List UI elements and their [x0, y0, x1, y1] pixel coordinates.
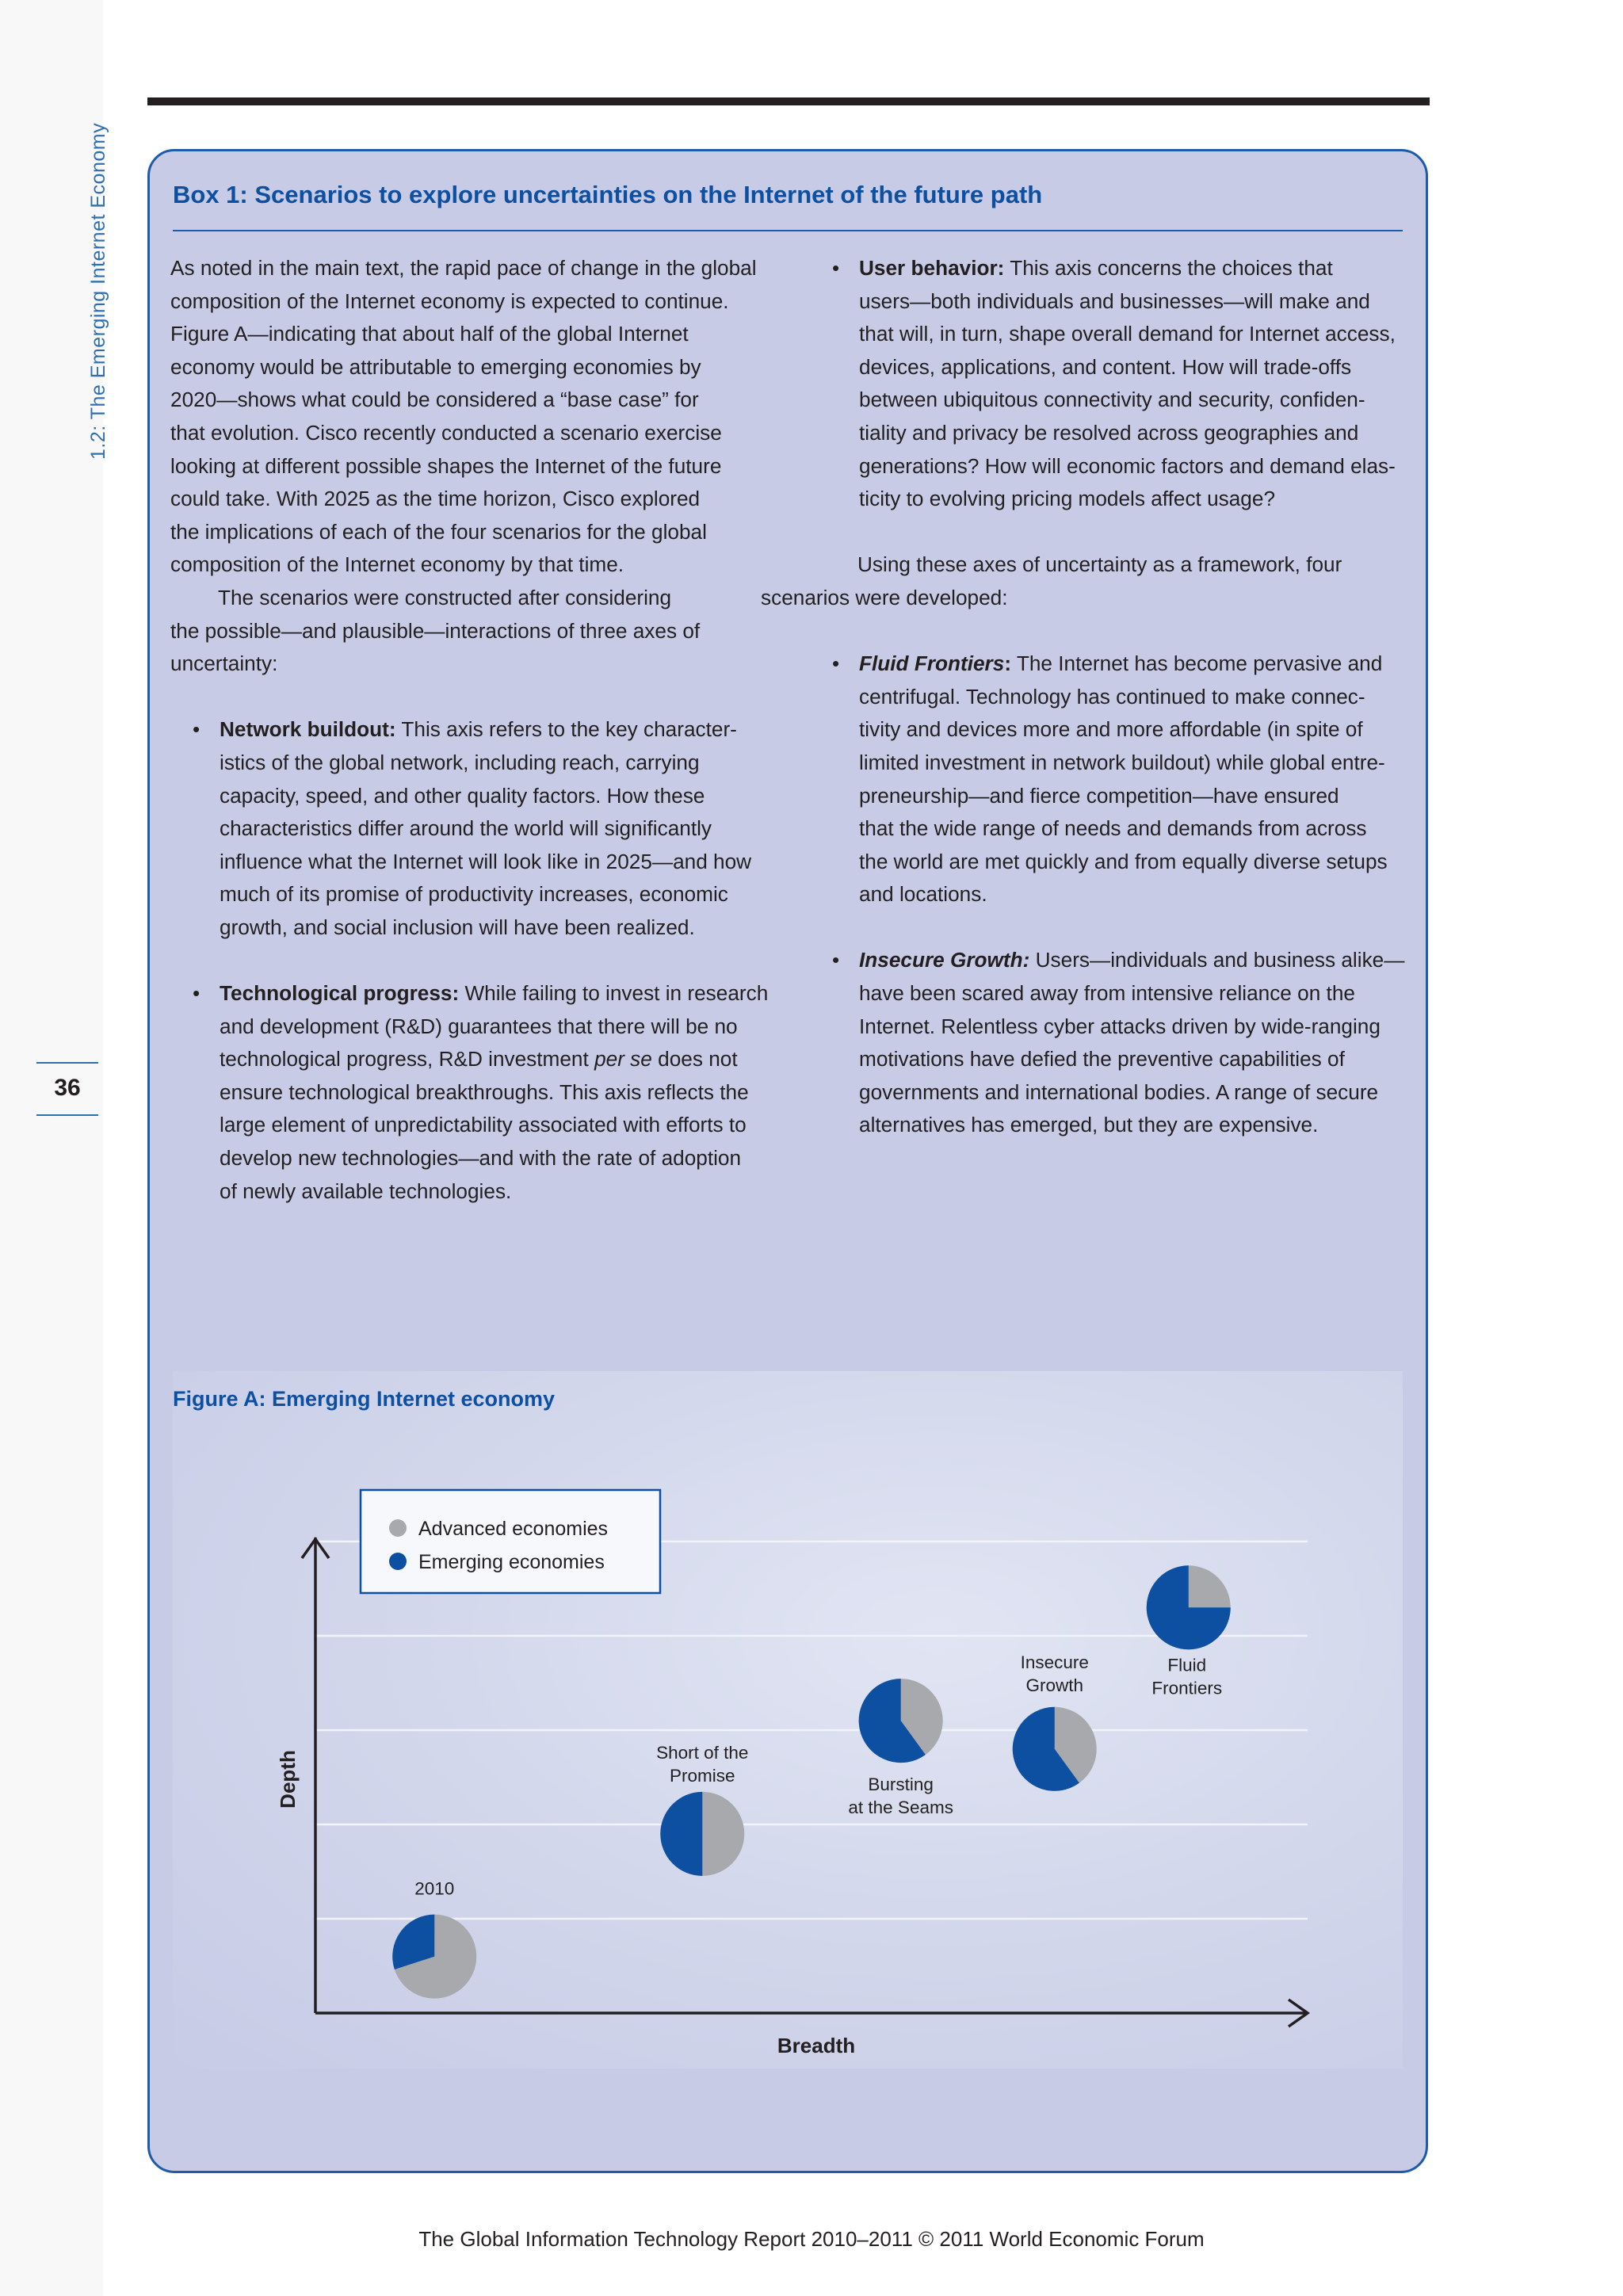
text-line: much of its promise of productivity increases, economic — [220, 882, 728, 907]
legend-swatch — [389, 1553, 407, 1570]
data-label: Growth — [1025, 1675, 1084, 1695]
text-line: that will, in turn, shape overall demand for Internet access, — [859, 322, 1396, 346]
text-line: economy would be attributable to emerging economies by — [170, 354, 701, 379]
text-line: develop new technologies—and with the rate of adoption — [220, 1146, 742, 1171]
bullet-label: User behavior: — [859, 256, 1005, 280]
text-line: limited investment in network buildout) while global entre- — [859, 750, 1385, 774]
text-line: between ubiquitous connectivity and security, confiden- — [859, 388, 1365, 412]
text-line: of newly available technologies. — [220, 1179, 512, 1203]
text-line: 2020—shows what could be considered a “base case” for — [170, 388, 699, 412]
text-line: tiality and privacy be resolved across geographies and — [859, 420, 1359, 445]
data-label: at the Seams — [848, 1797, 953, 1818]
text-line: the world are met quickly and from equally diverse setups — [859, 849, 1388, 873]
bullet-dot: • — [193, 717, 200, 742]
text-line: composition of the Internet economy by that time. — [170, 552, 624, 577]
bullet-label: Network buildout: — [220, 717, 396, 742]
text-line: governments and international bodies. A range of secure — [859, 1079, 1379, 1104]
text-line: alternatives has emerged, but they are expensive. — [859, 1113, 1319, 1137]
x-axis-label: Breadth — [777, 2034, 856, 2057]
bullet-insecure-growth: • Insecure Growth: Users—individuals and business alike— have been scared away from intensive reliance on the Internet. Relentless cyber attacks driven by wide-ranging motivations have defied the preventive capabilities of governments and international bodies. A range of secure alternatives has emerged, but they are expensive. — [810, 944, 1428, 1142]
text-line: preneurship—and fierce competition—have ensured — [859, 783, 1339, 808]
page-footer: The Global Information Technology Report 2010–2011 © 2011 World Economic Forum — [418, 2227, 1205, 2251]
section-title: 1.2: The Emerging Internet Economy — [87, 122, 109, 460]
data-label: Insecure — [1020, 1652, 1089, 1672]
bullet-label: Insecure Growth: — [859, 948, 1030, 972]
text-line: have been scared away from intensive reliance on the — [859, 981, 1355, 1006]
bullet-fluid-frontiers: • Fluid Frontiers: The Internet has become pervasive and centrifugal. Technology has continued to make connec- tivity and devices more and more affordable (in spite of limited investment in network buildout) while global entre- preneurship—and fierce competition—have ensured that the wide range of needs and demands from across the world are met quickly and from equally diverse setups and locations. — [810, 648, 1428, 911]
legend-swatch — [389, 1519, 407, 1537]
data-label: 2010 — [414, 1878, 455, 1899]
data-label: Bursting — [868, 1775, 934, 1795]
text-line: that the wide range of needs and demands from across — [859, 816, 1367, 841]
bullet-label: Fluid Frontiers — [859, 651, 1005, 676]
text-line: devices, applications, and content. How will trade-offs — [859, 354, 1352, 379]
legend-box — [361, 1490, 660, 1593]
text-line: and locations. — [859, 882, 987, 907]
text-line: influence what the Internet will look like in 2025—and how — [220, 849, 752, 873]
pie-short-of-the-emerging-slice — [660, 1792, 702, 1876]
page-number: 36 — [54, 1075, 81, 1101]
text-line: Internet. Relentless cyber attacks driven by wide-ranging — [859, 1014, 1381, 1038]
bullet-dot: • — [193, 981, 200, 1006]
text-line: characteristics differ around the world will significantly — [220, 816, 712, 841]
text-line: motivations have defied the preventive capabilities of — [859, 1047, 1345, 1072]
text-line: looking at different possible shapes the Internet of the future — [170, 453, 722, 478]
legend-entry: Advanced economies — [418, 1518, 609, 1540]
tech-label: Technological progress: — [220, 981, 460, 1006]
bullet-technological-progress: • Technological progress: While failing to invest in research and development (R&D) guarantees that there will be no technological progress, R&D investment per se does not ensure technological breakthroughs. This axis reflects the large element of unpredictability associated with efforts to develop new technologies—and with the rate of adoption of newly available technologies. — [170, 977, 804, 1208]
figure-title: Figure A: Emerging Internet economy — [173, 1387, 556, 1411]
text-line: composition of the Internet economy is expected to continue. — [170, 288, 729, 313]
text-line: uncertainty: — [170, 651, 278, 676]
text-line: generations? How will economic factors and demand elas- — [859, 453, 1396, 478]
data-label: Short of the — [656, 1742, 749, 1763]
text-line: that evolution. Cisco recently conducted a scenario exercise — [170, 420, 722, 445]
text-line: istics of the global network, including reach, carrying — [220, 750, 700, 774]
legend-entry: Emerging economies — [418, 1551, 605, 1573]
data-label: Promise — [670, 1765, 735, 1786]
text-line: As noted in the main text, the rapid pace of change in the global — [170, 256, 757, 280]
text-line: scenarios were developed: — [761, 585, 1008, 609]
text-line: tivity and devices more and more affordable (in spite of — [859, 717, 1363, 742]
data-label: Fluid — [1167, 1655, 1207, 1675]
box-title: Box 1: Scenarios to explore uncertainties on the Internet of the future path — [173, 181, 1043, 208]
text-line: the implications of each of the four scenarios for the global — [170, 519, 707, 544]
data-label: Frontiers — [1151, 1678, 1223, 1698]
text-line: Using these axes of uncertainty as a framework, four — [857, 552, 1342, 577]
bullet-dot: • — [832, 948, 840, 972]
text-line: growth, and social inclusion will have been realized. — [220, 915, 695, 939]
y-axis-label: Depth — [276, 1750, 300, 1809]
bullet-dot: • — [832, 651, 840, 676]
text-line: ensure technological breakthroughs. This axis reflects the — [220, 1079, 749, 1104]
text-line: users—both individuals and businesses—will make and — [859, 288, 1370, 313]
text-line: large element of unpredictability associated with efforts to — [220, 1113, 747, 1137]
text-line: the possible—and plausible—interactions of three axes of — [170, 618, 701, 643]
bullet-network-buildout: • Network buildout: This axis refers to the key character- istics of the global network, including reach, carrying capacity, speed, and other quality factors. How these characteristics differ around the world will significantly influence what the Internet will look like in 2025—and how much of its promise of productivity increases, economic growth, and social inclusion will have been realized. — [170, 713, 804, 944]
text-line: centrifugal. Technology has continued to make connec- — [859, 684, 1365, 709]
bullet-dot: • — [832, 256, 840, 280]
text-line: ticity to evolving pricing models affect usage? — [859, 487, 1276, 511]
text-line: could take. With 2025 as the time horizon, Cisco explored — [170, 487, 701, 511]
text-line: Figure A—indicating that about half of the global Internet — [170, 322, 689, 346]
text-line: The scenarios were constructed after considering — [218, 585, 672, 609]
text-line: capacity, speed, and other quality factors. How these — [220, 783, 705, 808]
bullet-user-behavior: • User behavior: This axis concerns the choices that users—both individuals and businesses—will make and that will, in turn, shape overall demand for Internet access, devices, applications, and content. How will trade-offs between ubiquitous connectivity and security, confiden- tiality and privacy be resolved across geographies and generations? How will economic factors and demand elas- ticity to evolving pricing models affect usage? — [810, 252, 1428, 516]
